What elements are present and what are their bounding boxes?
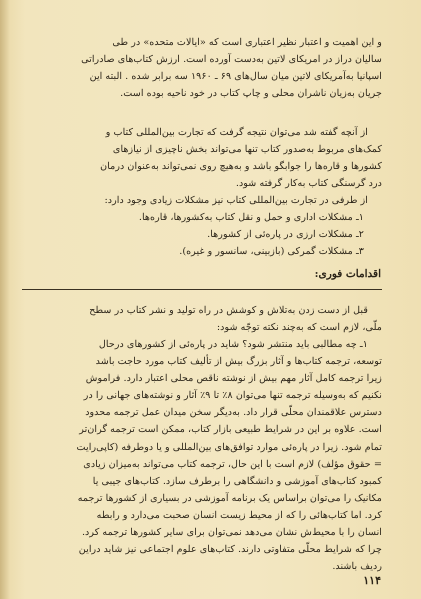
- text-line: از طرفی در تجارت بین‌المللی کتاب نیز مشکلات زیادی وجود دارد:: [104, 195, 368, 206]
- section-heading: اقدامات فوری:: [314, 268, 381, 280]
- text-line: اسپانیا به‌آمریکای لاتین میان سال‌های ۶۹ ـ ۱۹۶۰ سه برابر شده . البته این: [89, 71, 382, 83]
- text-line: تمام شود. زیرا در پاره‌ئی موارد توافق‌های بین‌المللی و یا دوطرفه (کاپی‌رایت: [76, 441, 382, 453]
- text-line: = حقوق مؤلف) لازم است با این حال، ترجمه کتاب می‌تواند به‌میزان زیادی: [83, 458, 382, 470]
- paragraph-translation: [22, 336, 382, 575]
- heading-rule: [22, 289, 382, 290]
- text-line: کمبود کتاب‌های آموزشی و دانشگاهی را برطرف سازد. کتاب‌های جیبی یا: [92, 475, 382, 487]
- paragraph-problems-list: [22, 192, 382, 260]
- text-line: مکانیک را می‌توان براساس یک برنامه آموزشی در بسیاری از کشورها ترجمه: [77, 492, 382, 504]
- text-line: کشورها و قاره‌ها را جوابگو باشد و به‌هیچ روی نمی‌تواند به‌عنوان درمان: [100, 161, 382, 173]
- paragraph-latin-america: [22, 34, 382, 102]
- text-line: ملّی، لازم است که به‌چند نکته توجّه شود:: [216, 322, 382, 334]
- text-line: انسان را با محیط‌ش نشان می‌دهد نمی‌توان برای سایر کشورها ترجمه کرد.: [81, 527, 382, 539]
- text-line: ۱ـ چه مطالبی باید منتشر شود؟ شاید در پاره‌ئی از کشورهای درحال: [98, 339, 368, 350]
- text-line: ردیف باشند.: [332, 561, 382, 573]
- text-line: چرا که شرایط محلّی متفاوتی دارند. کتاب‌های علوم اجتماعی نیز شاید دراین: [78, 544, 382, 556]
- text-line: کمک‌های مربوط به‌صدور کتاب تنها می‌تواند بخش ناچیزی از نیازهای: [112, 144, 382, 156]
- text-line: دسترس علاقمندان محلّی قرار داد. به‌دیگر سخن میدان عمل ترجمه محدود: [85, 407, 382, 419]
- text-line: کرد. اما کتاب‌هائی را که از محیط زیست انسان صحبت می‌دارد و رابطه: [96, 509, 382, 521]
- text-line: است. علاوه بر این در شرایط طبیعی بازار کتاب، ممکن است ترجمه گران‌تر: [79, 424, 382, 436]
- page-number: ۱۱۴: [363, 574, 381, 587]
- text-line: قبل از دست زدن به‌تلاش و کوشش در راه تولید و نشر کتاب در سطح: [89, 305, 368, 316]
- text-line: از آنچه گفته شد می‌توان نتیجه گرفت که تجارت بین‌المللی کتاب و: [105, 127, 368, 138]
- text-line: درد گرسنگی کتاب به‌کار گرفته شود.: [235, 178, 382, 190]
- list-item: ۲ـ مشکلات ارزی در پاره‌ئی از کشورها.: [207, 229, 364, 241]
- text-line: توسعه، ترجمه کتاب‌ها و آثار بزرگ بیش از تألیف کتاب مورد حاجت باشد: [95, 356, 382, 368]
- text-line: سالیان دراز در امریکای لاتین به‌دست آورده است. ارزش کتاب‌های صادراتی: [81, 54, 382, 66]
- text-line: جریان به‌زیان ناشران محلی و چاپ کتاب در خود ناحیه بوده است.: [120, 88, 382, 100]
- list-item: ۱ـ مشکلات اداری و حمل و نقل کتاب به‌کشورها، قاره‌ها.: [138, 212, 364, 224]
- text-line: و این اهمیت و اعتبار نظیر اعتباری است که «ایالات متحده» در طی: [112, 37, 382, 48]
- paragraph-conclusion: [22, 124, 382, 192]
- list-item: ۳ـ مشکلات گمرکی (بازبینی، سانسور و غیره).: [179, 246, 364, 258]
- text-line: نکنیم که به‌وسیله ترجمه تنها می‌توان ۸٪ تا ۹٪ آثار و نوشته‌های جهانی را در: [83, 390, 382, 402]
- paragraph-intro: [22, 302, 382, 336]
- text-line: زیرا ترجمه کامل آثار مهم بیش از نوشته ناقص محلی اعتبار دارد. فراموش: [85, 373, 382, 385]
